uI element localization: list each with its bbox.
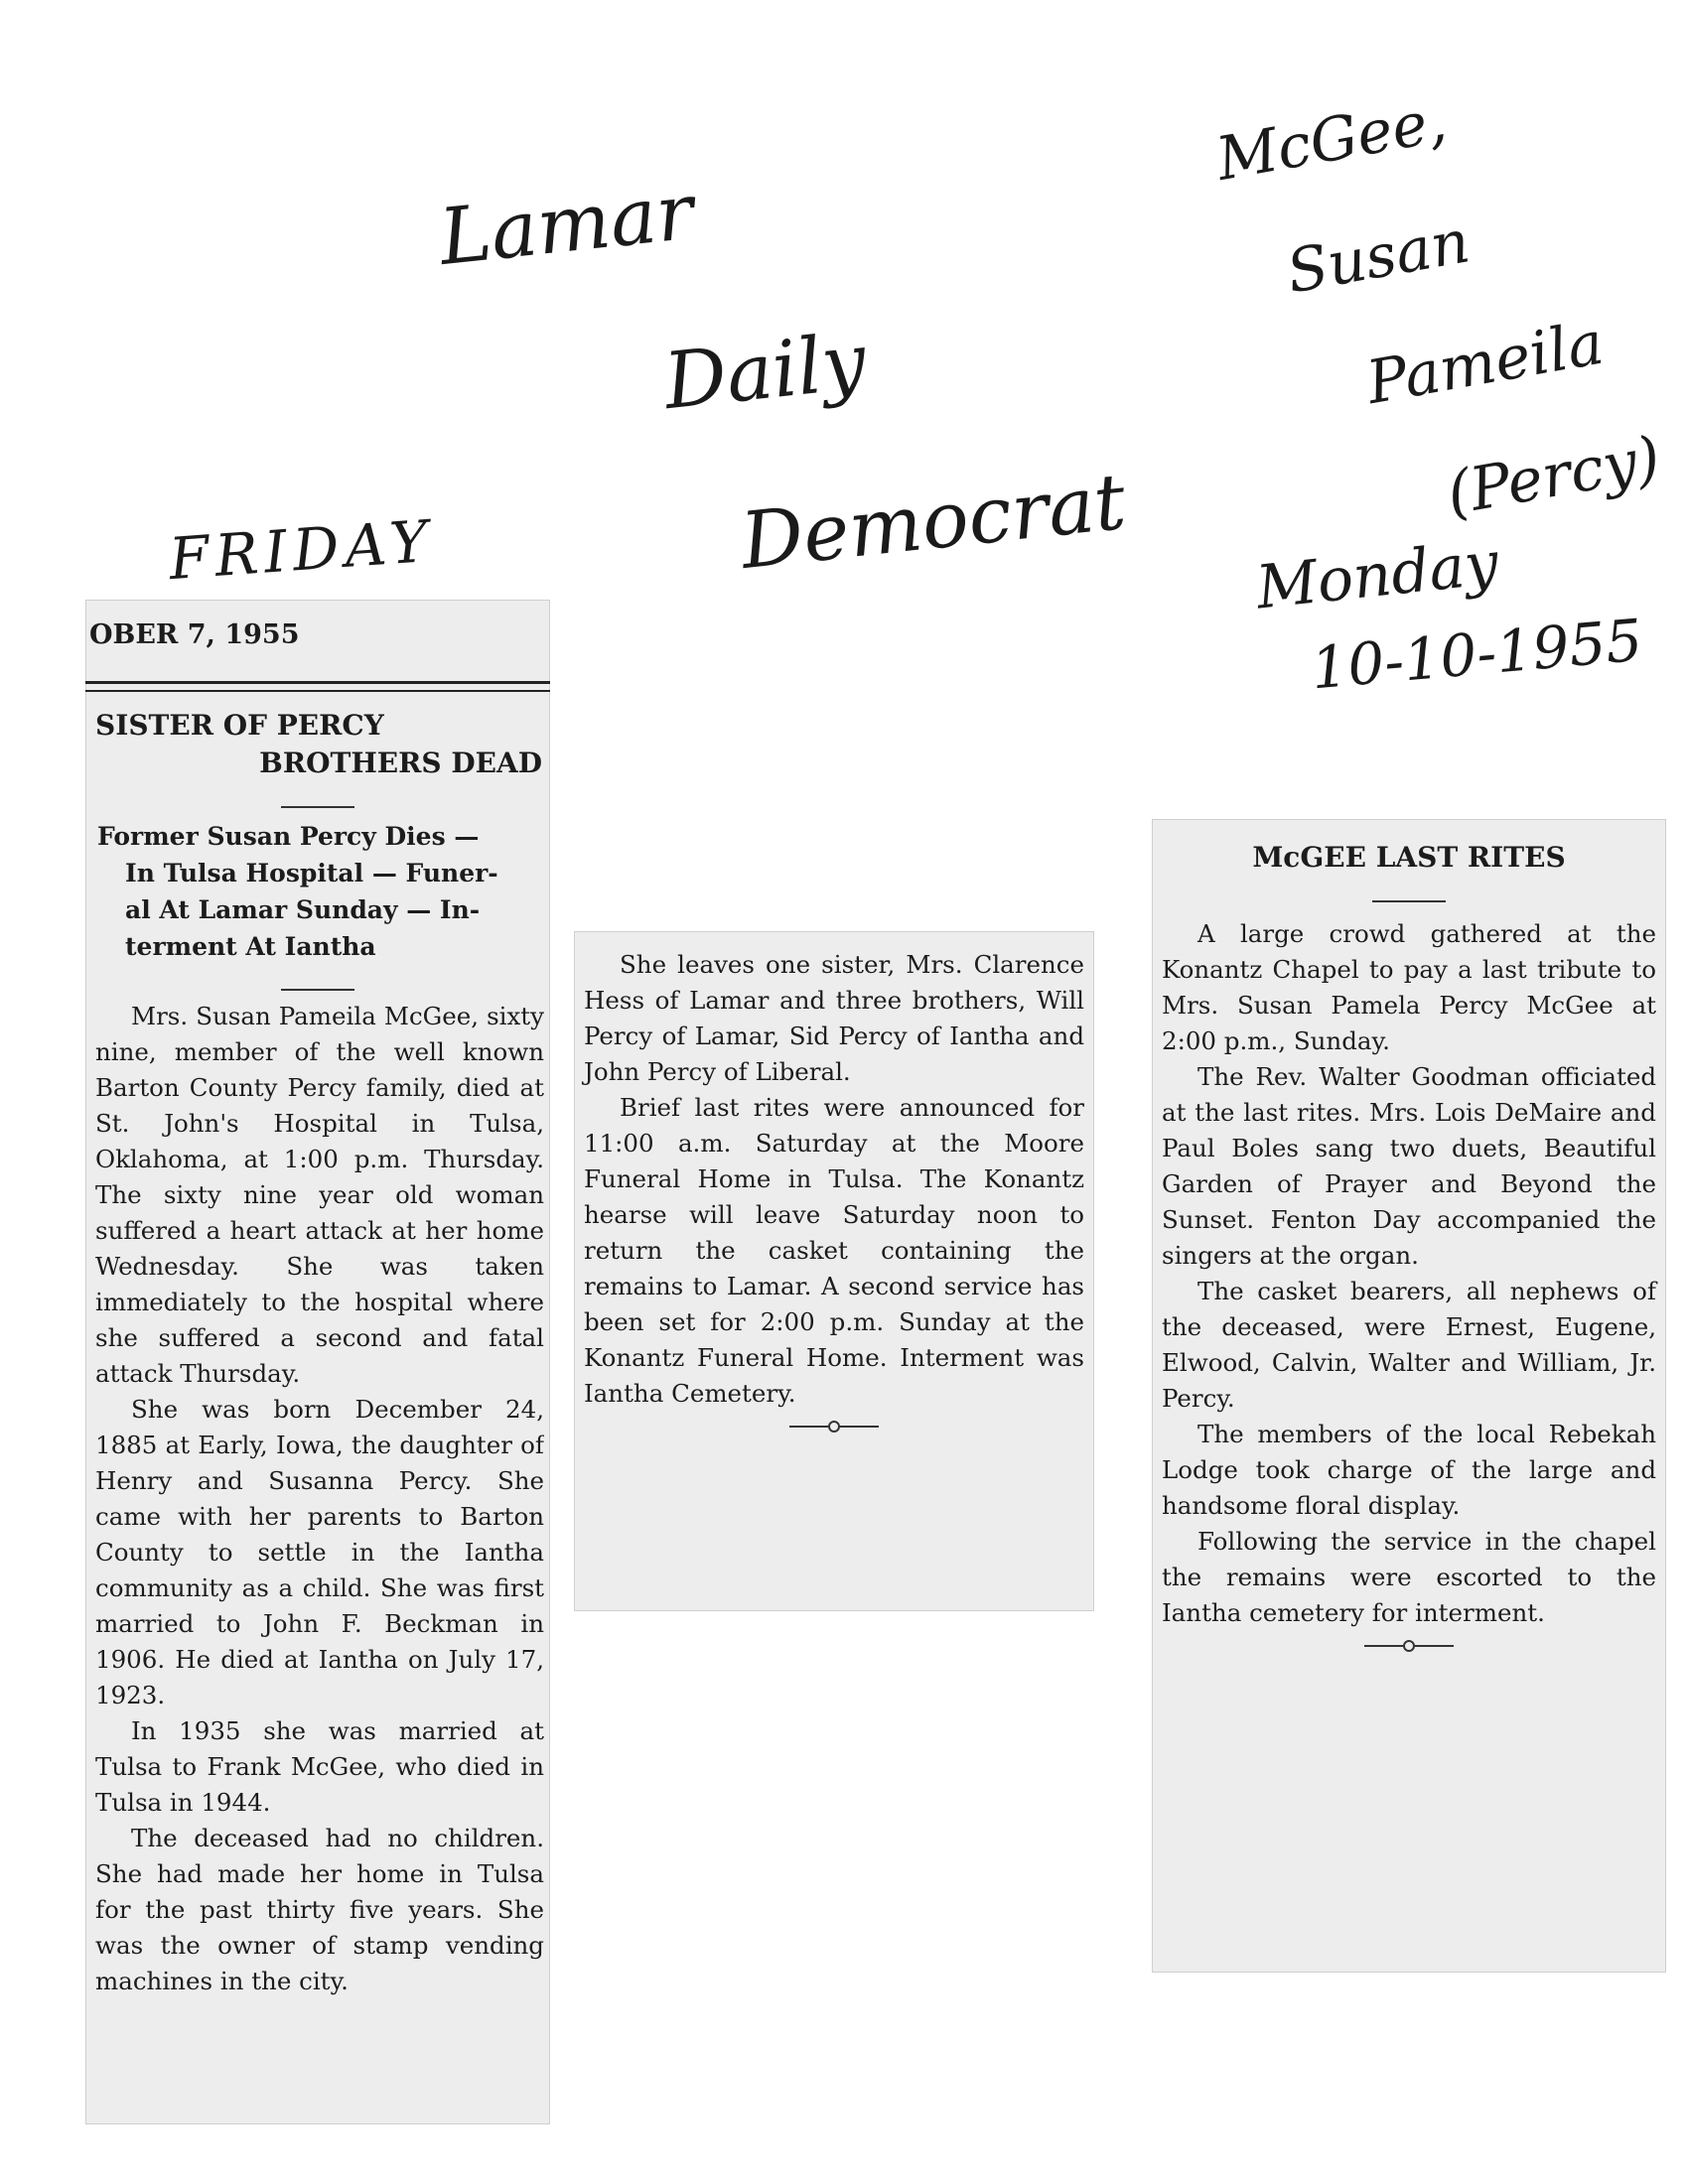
clipping-body <box>584 947 1084 1428</box>
paragraph: The Rev. Walter Goodman officiated at the last rites. Mrs. Lois DeMaire and Paul Boles sang two duets, Beautiful Garden of Prayer and Beyond the Sunset. Fenton Day accompanied the singers at the organ. <box>1162 1062 1656 1270</box>
clipping-dateline: OBER 7, 1955 <box>89 619 300 650</box>
paragraph: The casket bearers, all nephews of the deceased, were Ernest, Eugene, Elwood, Calvin, Walter and William, Jr. Percy. <box>1162 1277 1656 1413</box>
handwritten-subject-line: (Percy) <box>1442 423 1666 529</box>
paragraph: In 1935 she was married at Tulsa to Frank McGee, who died in Tulsa in 1944. <box>95 1716 544 1817</box>
clipping-body <box>1162 916 1656 1647</box>
clipping-obituary-1 <box>85 600 550 2124</box>
clipping-headline <box>95 707 542 782</box>
paragraph: Following the service in the chapel the remains were escorted to the Iantha cemetery for interment. <box>1162 1527 1656 1627</box>
handwritten-publication-name <box>427 46 1138 695</box>
handwritten-subject-line: McGee, <box>1211 85 1452 196</box>
paragraph: The deceased had no children. She had made her home in Tulsa for the past thirty five years. She was the owner of stamp vending machines in the city. <box>95 1824 544 1995</box>
end-mark <box>1364 1645 1454 1647</box>
paragraph: Mrs. Susan Pameila McGee, sixty nine, member of the well known Barton County Percy family, died at St. John's Hospital in Tulsa, Oklahoma, at 1:00 p.m. Thursday. The sixty nine year old woman suffered a heart attack at her home Wednesday. She was taken immediately to the hospital where she suffered a second and fatal attack Thursday. <box>95 1002 544 1388</box>
paragraph: Brief last rites were announced for 11:00 a.m. Saturday at the Moore Funeral Home in Tulsa. The Konantz hearse will leave Saturday noon to return the casket containing the remains to Lamar. A second service has been set for 2:00 p.m. Sunday at the Konantz Funeral Home. Interment was Iantha Cemetery. <box>584 1093 1084 1408</box>
clipping-obituary-continued <box>574 931 1094 1611</box>
double-rule <box>85 681 550 692</box>
end-mark <box>789 1426 879 1428</box>
headline-line: BROTHERS DEAD <box>259 747 542 779</box>
clipping-body <box>95 999 544 2120</box>
subheadline-line: al At Lamar Sunday — In- <box>125 895 481 924</box>
paragraph: She was born December 24, 1885 at Early, Iowa, the daughter of Henry and Susanna Percy. She came with her parents to Barton County to settle in the Iantha community as a child. She was first married to John F. Beckman in 1906. He died at Iantha on July 17, 1923. <box>95 1395 544 1709</box>
subheadline-line: Former Susan Percy Dies — <box>97 822 480 851</box>
divider <box>1372 900 1446 902</box>
handwritten-publication-line: Lamar <box>435 167 698 284</box>
clipping-subheadline <box>97 818 540 965</box>
paragraph: A large crowd gathered at the Konantz Chapel to pay a last tribute to Mrs. Susan Pamela Percy McGee at 2:00 p.m., Sunday. <box>1162 919 1656 1055</box>
paragraph: She leaves one sister, Mrs. Clarence Hess of Lamar and three brothers, Will Percy of Lamar, Sid Percy of Iantha and John Percy of Liberal. <box>584 950 1084 1086</box>
divider <box>281 806 354 808</box>
subheadline-line: In Tulsa Hospital — Funer- <box>125 859 498 887</box>
paragraph: The members of the local Rebekah Lodge took charge of the large and handsome floral display. <box>1162 1420 1656 1520</box>
handwritten-subject-line: Susan <box>1281 206 1476 308</box>
handwritten-subject-name <box>1201 3 1675 615</box>
handwritten-day-friday: FRIDAY <box>166 506 437 594</box>
handwritten-day-monday: Monday <box>1253 528 1502 623</box>
subheadline-line: terment At Iantha <box>125 932 376 961</box>
handwritten-publication-line: Democrat <box>737 457 1130 587</box>
handwritten-subject-line: Pameila <box>1361 308 1609 419</box>
clipping-last-rites <box>1152 819 1666 1973</box>
divider <box>281 989 354 991</box>
clipping-headline: McGEE LAST RITES <box>1252 841 1566 874</box>
headline-line: SISTER OF PERCY <box>95 709 384 742</box>
handwritten-publication-line: Daily <box>659 317 871 428</box>
handwritten-date: 10-10-1955 <box>1308 606 1645 703</box>
